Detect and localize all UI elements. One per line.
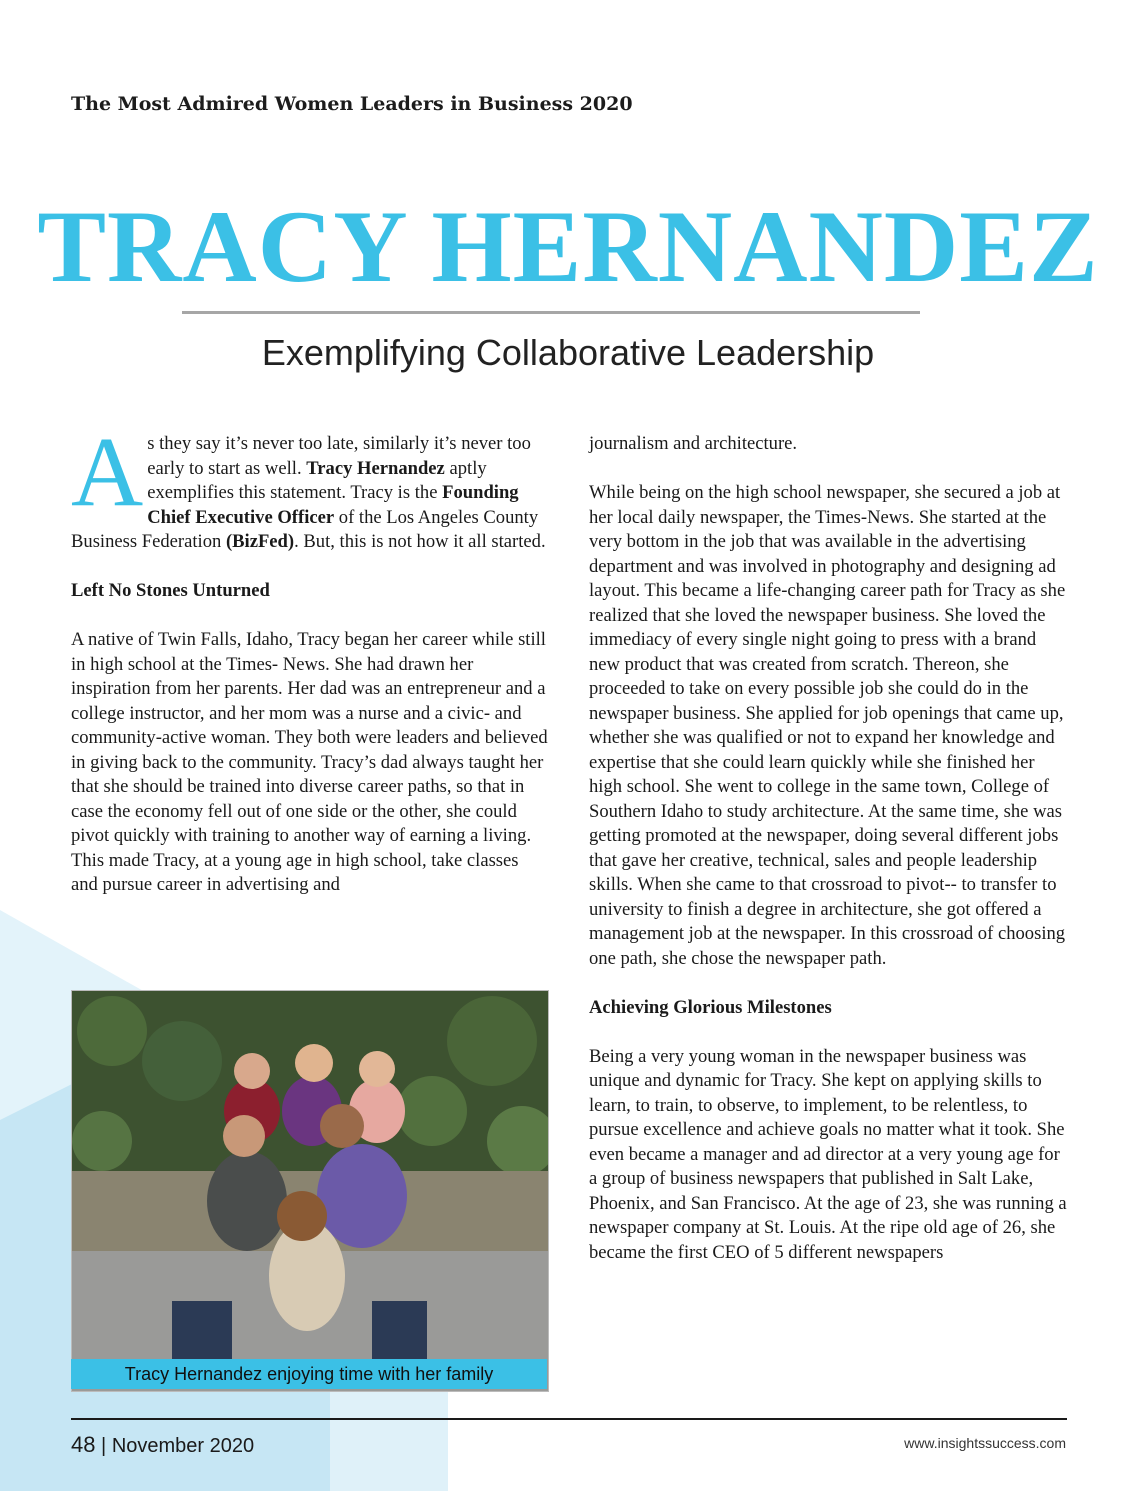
article-subtitle: Exemplifying Collaborative Leadership <box>261 332 875 373</box>
title-divider <box>182 311 920 314</box>
body-paragraph: Being a very young woman in the newspaper business was unique and dynamic for Tracy. She kept on applying skills to learn, to train, to observe, to implement, to be relentless, to pursue excellence and achieve goals no matter what it took. She even became a manager and ad director at a very young age for a group of business newspapers that published in Salt Lake, Phoenix, and San Francisco. At the age of 23, she was running a newspaper company at St. Louis. At the ripe old age of 26, she became the first CEO of 5 different newspapers <box>589 1045 1067 1263</box>
footer-divider <box>71 1418 1067 1420</box>
section-heading: Left No Stones Unturned <box>71 580 270 601</box>
family-photo <box>71 990 549 1392</box>
body-paragraph-continued: journalism and architecture. <box>589 433 798 454</box>
issue-date: November 2020 <box>111 1435 255 1457</box>
article-title: TRACY HERNANDEZ <box>37 190 1099 304</box>
body-paragraph: While being on the high school newspaper, she secured a job at her local daily newspaper, the Times-News. She started at the very bottom in the job that was available in the advertising department and was involved in photography and designing ad layout. This became a life-changing career path for Tracy as she realized that she loved the newspaper business. She loved the immediacy of every single night going to press with a brand new product that was created from scratch. Thereon, she proceeded to take on every possible job she could do in the newspaper business. She applied for job openings that came up, whether she was qualified or not to expand her knowledge and expertise that she could learn quickly while she finished her high school. She went to college in the same town, College of Southern Idaho to study architecture. At the same time, she was getting promoted at the newspaper, doing several different jobs that gave her creative, technical, sales and people leadership skills. When she came to that crossroad to pivot-- to transfer to university to finish a degree in architecture, she got offered a management job at the newspaper. In this crossroad of choosing one path, she chose the newspaper path. <box>589 482 1066 969</box>
page-footer-left <box>71 1432 254 1458</box>
drop-cap: A <box>71 416 144 527</box>
intro-paragraph: As they say it’s never too late, similarly it’s never too early to start as well. Tracy Hernandez aptly exemplifies this statement. Tracy is the Founding Chief Executive Officer of the Los Angeles County Business Federation (BizFed). But, this is not how it all started. <box>71 416 546 552</box>
body-paragraph: A native of Twin Falls, Idaho, Tracy began her career while still in high school at the Times- News. She had drawn her inspiration from her parents. Her dad was an entrepreneur and a college instructor, and her mom was a nurse and a civic- and community-active woman. They both were leaders and believed in giving back to the community. Tracy’s dad always taught her that she should be trained into diverse career paths, so that in case the economy fell out of one side or the other, she could pivot quickly with training to another way of earning a living. This made Tracy, at a young age in high school, take classes and pursue career in advertising and <box>71 629 548 895</box>
magazine-section-title: The Most Admired Women Leaders in Business 2020 <box>71 93 633 115</box>
website-link[interactable]: www.insightssuccess.com <box>904 1435 1066 1451</box>
article-column-left <box>71 416 549 922</box>
footer-separator: | <box>101 1435 107 1457</box>
article-column-right <box>589 432 1067 1290</box>
section-heading: Achieving Glorious Milestones <box>589 996 832 1018</box>
page-number: 48 <box>71 1432 96 1457</box>
photo-caption: Tracy Hernandez enjoying time with her family <box>71 1359 547 1389</box>
